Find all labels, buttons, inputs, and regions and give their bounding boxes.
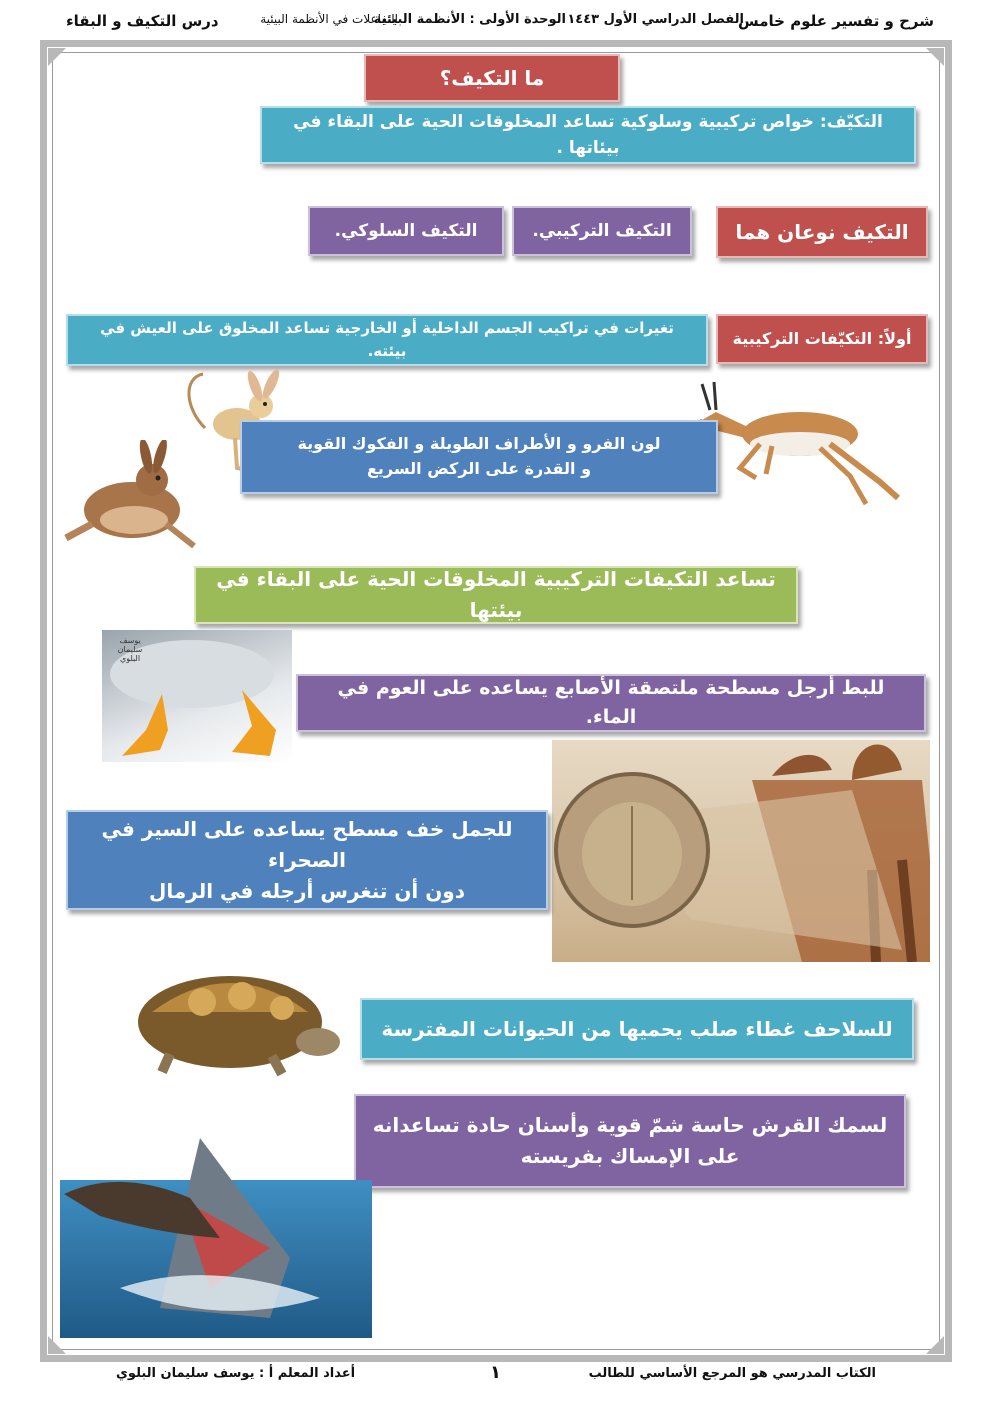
header-chapter: التفاعلات في الأنظمة البيئية bbox=[260, 12, 398, 26]
shark-line2: على الإمساك بفريسته bbox=[520, 1144, 740, 1168]
camel-image bbox=[552, 740, 930, 962]
first-label: أولاً: التكيّفات التركيبية bbox=[716, 314, 928, 364]
page-number: ١ bbox=[490, 1362, 501, 1383]
shark-box bbox=[354, 1094, 906, 1188]
header-semester: الفصل الدراسي الأول ١٤٤٣ bbox=[567, 12, 744, 27]
camel-line1: للجمل خف مسطح يساعده على السير في الصحراء bbox=[101, 816, 513, 872]
footer-teacher: أعداد المعلم أ : يوسف سليمان البلوي bbox=[116, 1366, 356, 1381]
duck-feet-image bbox=[102, 630, 292, 762]
first-definition: تغيرات في تراكيب الجسم الداخلية أو الخارجية تساعد المخلوق على العيش في بيئته. bbox=[66, 314, 708, 366]
footer-reference: الكتاب المدرسي هو المرجع الأساسي للطالب bbox=[588, 1366, 876, 1381]
fur-box bbox=[240, 420, 718, 494]
question-title: ما التكيف؟ bbox=[364, 54, 620, 102]
definition-box: التكيّف: خواص تركيبية وسلوكية تساعد المخلوقات الحية على البقاء في بيئاتها . bbox=[260, 106, 916, 164]
camel-line2: دون أن تنغرس أرجله في الرمال bbox=[149, 878, 465, 903]
header-lesson: درس التكيف و البقاء bbox=[66, 12, 219, 30]
camel-box bbox=[66, 810, 548, 910]
fur-line2: و القدرة على الركض السريع bbox=[366, 459, 592, 478]
turtle-box: للسلاحف غطاء صلب يحميها من الحيوانات المفترسة bbox=[360, 998, 914, 1060]
type-behavioral: التكيف السلوكي. bbox=[308, 206, 504, 256]
duck-watermark: يوسف سليمان البلوي bbox=[117, 636, 143, 663]
turtle-image bbox=[122, 962, 344, 1082]
shark-line1: لسمك القرش حاسة شمّ قوية وأسنان حادة تساعدانه bbox=[372, 1113, 888, 1137]
types-label: التكيف نوعان هما bbox=[716, 206, 928, 258]
type-structural: التكيف التركيبي. bbox=[512, 206, 692, 256]
duck-box: للبط أرجل مسطحة ملتصقة الأصابع يساعده على العوم في الماء. bbox=[296, 674, 926, 732]
shark-image bbox=[60, 1138, 372, 1338]
header-unit: الوحدة الأولى : الأنظمة البيئية bbox=[373, 12, 566, 27]
header-series-title: شرح و تفسير علوم خامس bbox=[738, 12, 934, 30]
hare-image bbox=[56, 440, 201, 558]
summary-box: تساعد التكيفات التركيبية المخلوقات الحية على البقاء في بيئتها bbox=[194, 566, 798, 624]
fur-line1: لون الفرو و الأطراف الطويلة و الفكوك القوية bbox=[297, 434, 661, 454]
